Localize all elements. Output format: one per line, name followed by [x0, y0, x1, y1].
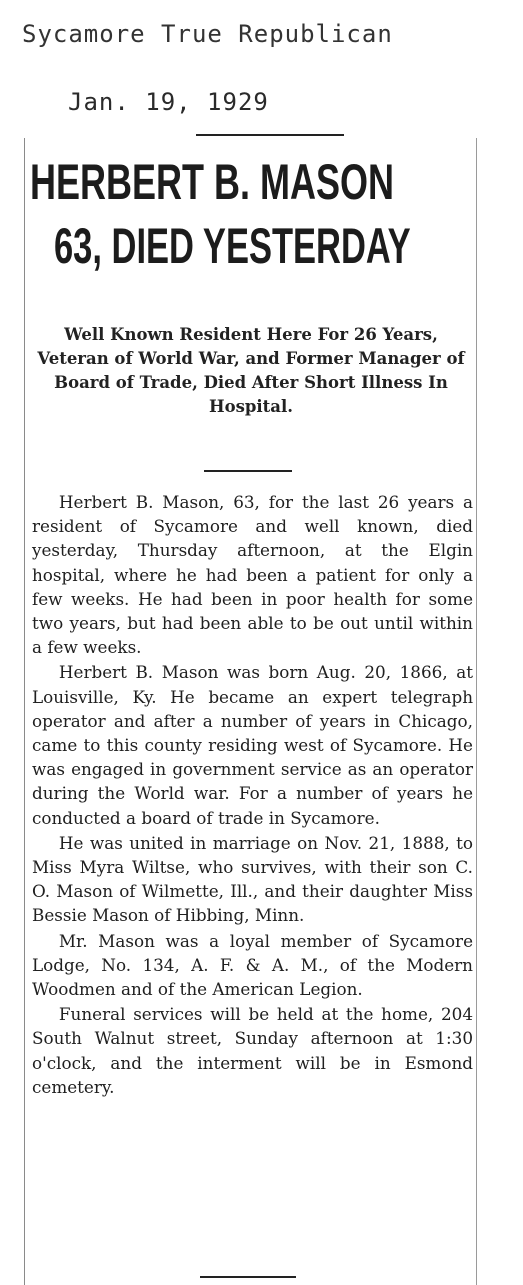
paragraph: Herbert B. Mason was born Aug. 20, 1866, at Louisville, Ky. He became an expert telegraph operator and after a number of years in Chicago, came to this county residing west of Sycamore. He was engaged in government service as an operator during the World war. For a number of years he conducted a board of trade in Sycamore. — [32, 662, 473, 828]
publication-date: Jan. 19, 1929 — [68, 88, 269, 116]
column-left-border — [24, 138, 25, 1285]
article-body — [32, 490, 473, 1099]
newspaper-name: Sycamore True Republican — [22, 20, 393, 48]
headline-line-2: 63, DIED YESTERDAY — [54, 218, 411, 274]
top-rule — [196, 134, 344, 136]
middle-rule — [204, 470, 292, 472]
bottom-rule — [200, 1276, 296, 1278]
headline-line-1: HERBERT B. MASON — [30, 154, 395, 210]
subheadline: Well Known Resident Here For 26 Years, Veteran of World War, and Former Manager of Board of Trade, Died After Short Illness In Hospital. — [37, 325, 465, 416]
paragraph: Mr. Mason was a loyal member of Sycamore Lodge, No. 134, A. F. & A. M., of the Modern Woodmen and of the American Legion. — [32, 930, 473, 1000]
paragraph: Funeral services will be held at the home, 204 South Walnut street, Sunday afternoon at 1:30 o'clock, and the interment will be in Esmond cemetery. — [32, 1004, 473, 1097]
paragraph: Herbert B. Mason, 63, for the last 26 years a resident of Sycamore and well known, died yesterday, Thursday afternoon, at the Elgin hospital, where he had been a patient for only a few weeks. He had been in poor health for some two years, but had been able to be out until within a few weeks. — [32, 492, 473, 658]
column-right-border — [476, 138, 477, 1285]
paragraph: He was united in marriage on Nov. 21, 1888, to Miss Myra Wiltse, who survives, with their son C. O. Mason of Wilmette, Ill., and their daughter Miss Bessie Mason of Hibbing, Minn. — [32, 832, 473, 926]
